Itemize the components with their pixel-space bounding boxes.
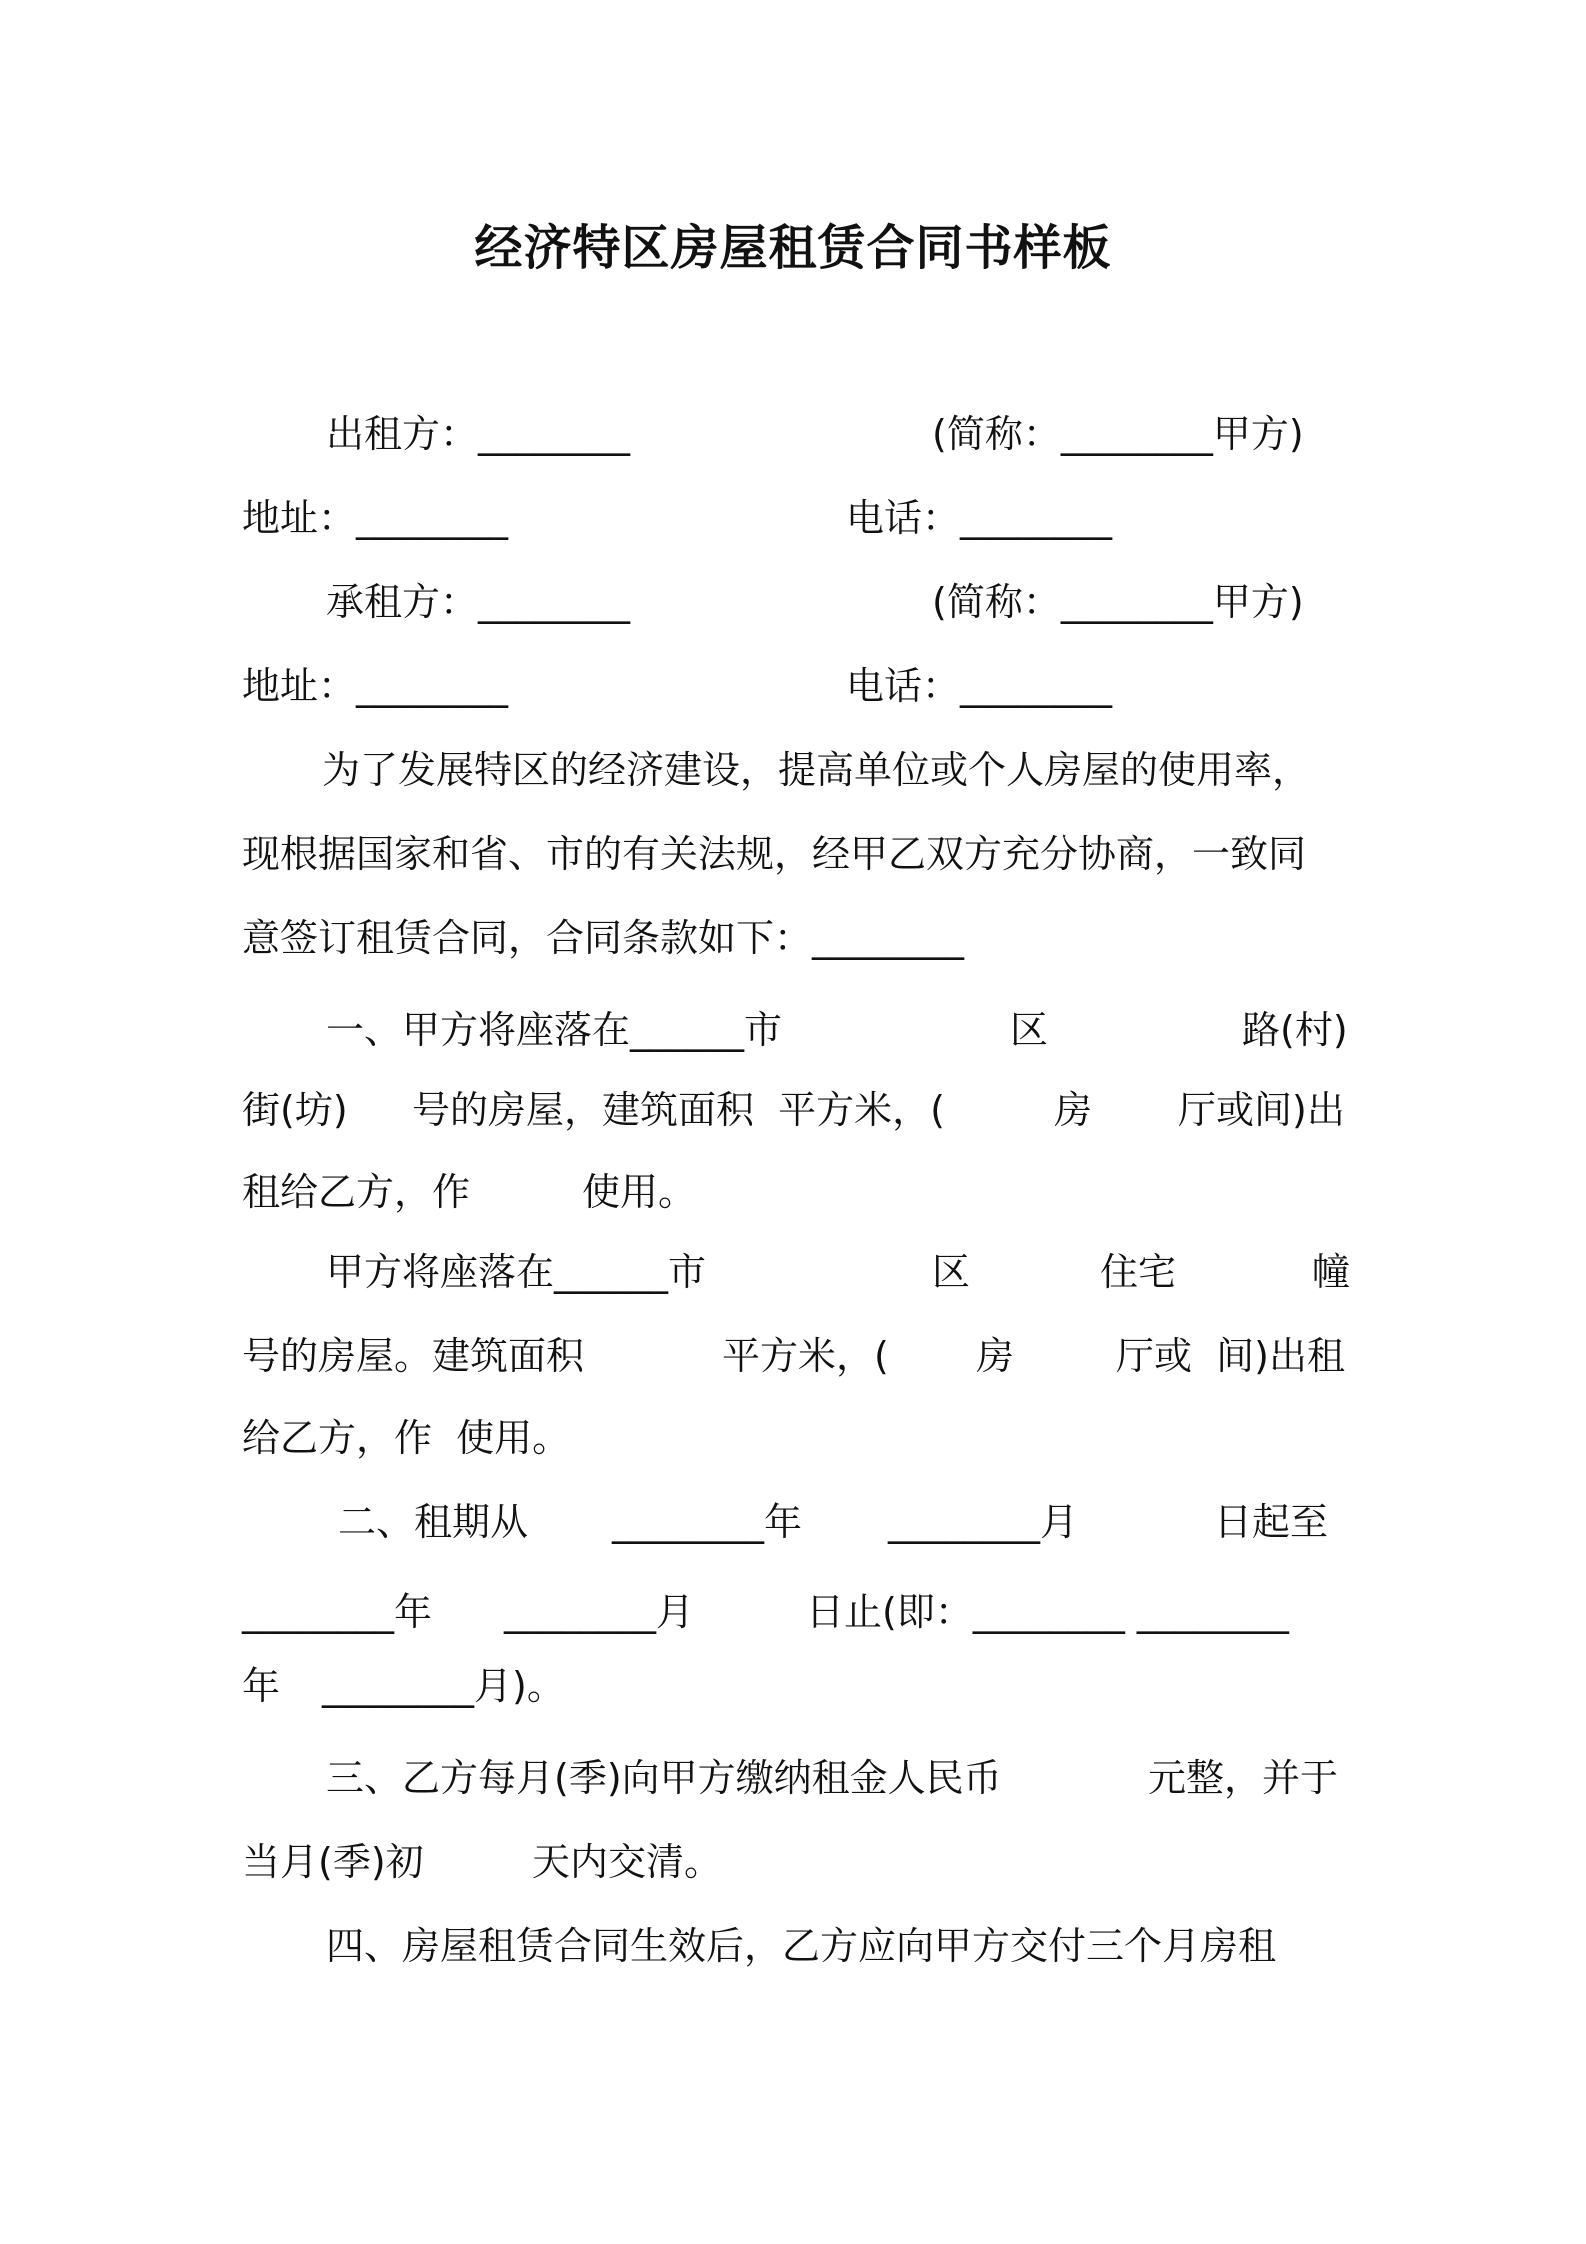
lessee-address-field: 地址：________ xyxy=(242,664,509,708)
clause1-line2-a: 街(坊) xyxy=(242,1088,348,1132)
clause1-line2-c: 房 xyxy=(1054,1088,1093,1132)
clause2-line2-a: ________年 xyxy=(242,1590,433,1634)
clause1-line2-d: 厅或间)出 xyxy=(1178,1088,1345,1132)
intro-line-3: 意签订租赁合同，合同条款如下：________ xyxy=(242,916,965,960)
lessor-address-field: 地址：________ xyxy=(242,496,509,540)
clause1b-line2-c: 房 xyxy=(976,1334,1015,1378)
clause2-line1-b: ________年 xyxy=(612,1500,803,1544)
intro-line-1: 为了发展特区的经济建设，提高单位或个人房屋的使用率， xyxy=(322,748,1311,792)
lessor-field: 出租方：________ xyxy=(326,412,631,456)
clause1-line3-a: 租给乙方，作 xyxy=(242,1170,471,1214)
clause2-line3-a: 年 xyxy=(242,1664,281,1708)
clause3-line2-a: 当月(季)初 xyxy=(242,1840,424,1884)
clause2-line2-c: 日止(即：________ ________ xyxy=(806,1590,1289,1634)
clause1-line1-c: 路(村) xyxy=(1242,1008,1348,1052)
clause1-line3-b: 使用。 xyxy=(582,1170,697,1214)
document-title: 经济特区房屋租赁合同书样板 xyxy=(474,220,1112,276)
clause1-line1-a: 一、甲方将座落在______市 xyxy=(326,1008,783,1052)
lessor-phone-field: 电话：________ xyxy=(846,496,1113,540)
clause4-line1: 四、房屋租赁合同生效后，乙方应向甲方交付三个月房租 xyxy=(326,1924,1277,1968)
lessee-abbr-field: (简称：________甲方) xyxy=(932,580,1304,624)
clause2-line1-c: ________月 xyxy=(888,1500,1079,1544)
clause1-line2-b: 号的房屋，建筑面积 平方米，( xyxy=(412,1088,945,1132)
clause1b-line1-b: 区 xyxy=(932,1250,971,1294)
lessor-abbr-field: (简称：________甲方) xyxy=(932,412,1304,456)
clause1b-line2-d: 厅或 间)出租 xyxy=(1116,1334,1345,1378)
clause2-line3-b: ________月)。 xyxy=(322,1664,565,1708)
clause1b-line1-c: 住宅 xyxy=(1100,1250,1177,1294)
clause3-line2-b: 天内交清。 xyxy=(532,1840,723,1884)
clause1b-line1-a: 甲方将座落在______市 xyxy=(326,1250,707,1294)
clause1-line1-b: 区 xyxy=(1010,1008,1049,1052)
lessee-field: 承租方：________ xyxy=(326,580,631,624)
clause3-line1-b: 元整，并于 xyxy=(1148,1756,1339,1800)
intro-line-2: 现根据国家和省、市的有关法规，经甲乙双方充分协商，一致同 xyxy=(242,832,1307,876)
lessee-phone-field: 电话：________ xyxy=(846,664,1113,708)
clause1b-line3: 给乙方，作 使用。 xyxy=(242,1416,571,1460)
clause2-line1-a: 二、租期从 xyxy=(338,1500,529,1544)
clause1b-line2-b: 平方米，( xyxy=(722,1334,889,1378)
clause3-line1-a: 三、乙方每月(季)向甲方缴纳租金人民币 xyxy=(326,1756,1002,1800)
clause1b-line1-d: 幢 xyxy=(1312,1250,1351,1294)
clause2-line1-d: 日起至 xyxy=(1214,1500,1329,1544)
clause1b-line2-a: 号的房屋。建筑面积 xyxy=(242,1334,585,1378)
clause2-line2-b: ________月 xyxy=(504,1590,695,1634)
